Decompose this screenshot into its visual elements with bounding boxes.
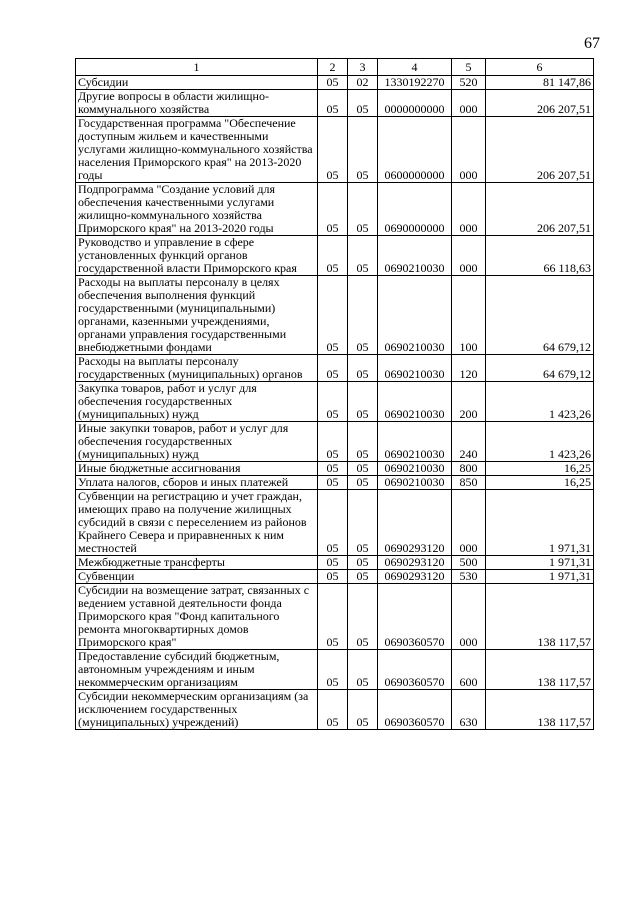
- target-article-cell: 0690293120: [378, 570, 452, 584]
- expense-type-cell: 240: [452, 422, 486, 462]
- amount-cell: 16,25: [486, 476, 594, 490]
- item-name-cell: Предоставление субсидий бюджетным, автономным учреждениям и иным некоммерческим организациям: [76, 650, 318, 690]
- target-article-cell: 0690210030: [378, 355, 452, 382]
- item-name-cell: Иные закупки товаров, работ и услуг для обеспечения государственных (муниципальных) нужд: [76, 422, 318, 462]
- expense-type-cell: 000: [452, 236, 486, 276]
- subsection-code-cell: 05: [348, 462, 378, 476]
- expense-type-cell: 800: [452, 462, 486, 476]
- item-name-cell: Межбюджетные трансферты: [76, 556, 318, 570]
- subsection-code-cell: 05: [348, 276, 378, 355]
- section-code-cell: 05: [318, 276, 348, 355]
- table-row: [76, 236, 594, 276]
- table-row: [76, 490, 594, 556]
- expense-type-cell: 000: [452, 117, 486, 183]
- subsection-code-cell: 05: [348, 690, 378, 730]
- section-code-cell: 05: [318, 355, 348, 382]
- subsection-code-cell: 05: [348, 490, 378, 556]
- section-code-cell: 05: [318, 90, 348, 117]
- expense-type-cell: 120: [452, 355, 486, 382]
- item-name-cell: Государственная программа "Обеспечение доступным жильем и качественными услугами жилищно-коммунального хозяйства населения Приморского края" на 2013-2020 годы: [76, 117, 318, 183]
- section-code-cell: 05: [318, 76, 348, 90]
- header-cell: 2: [318, 59, 348, 76]
- subsection-code-cell: 05: [348, 584, 378, 650]
- table-row: [76, 90, 594, 117]
- subsection-code-cell: 05: [348, 422, 378, 462]
- subsection-code-cell: 05: [348, 183, 378, 236]
- amount-cell: 64 679,12: [486, 276, 594, 355]
- expense-type-cell: 200: [452, 382, 486, 422]
- header-cell: 6: [486, 59, 594, 76]
- amount-cell: 81 147,86: [486, 76, 594, 90]
- target-article-cell: 0690210030: [378, 236, 452, 276]
- table-row: [76, 76, 594, 90]
- item-name-cell: Субсидии на возмещение затрат, связанных с ведением уставной деятельности фонда Приморского края "Фонд капитального ремонта многоквартирных домов Приморского края": [76, 584, 318, 650]
- section-code-cell: 05: [318, 236, 348, 276]
- table-row: [76, 650, 594, 690]
- amount-cell: 1 971,31: [486, 570, 594, 584]
- header-cell: 1: [76, 59, 318, 76]
- item-name-cell: Расходы на выплаты персоналу государственных (муниципальных) органов: [76, 355, 318, 382]
- header-cell: 3: [348, 59, 378, 76]
- item-name-cell: Закупка товаров, работ и услуг для обеспечения государственных (муниципальных) нужд: [76, 382, 318, 422]
- table-row: [76, 570, 594, 584]
- section-code-cell: 05: [318, 462, 348, 476]
- amount-cell: 1 423,26: [486, 382, 594, 422]
- amount-cell: 1 971,31: [486, 490, 594, 556]
- table-row: [76, 382, 594, 422]
- item-name-cell: Субсидии: [76, 76, 318, 90]
- expense-type-cell: 630: [452, 690, 486, 730]
- target-article-cell: 0690360570: [378, 650, 452, 690]
- page-number: 67: [584, 35, 600, 52]
- section-code-cell: 05: [318, 650, 348, 690]
- amount-cell: 206 207,51: [486, 117, 594, 183]
- subsection-code-cell: 05: [348, 382, 378, 422]
- target-article-cell: 0690210030: [378, 422, 452, 462]
- expense-type-cell: 520: [452, 76, 486, 90]
- subsection-code-cell: 05: [348, 117, 378, 183]
- section-code-cell: 05: [318, 584, 348, 650]
- table-row: [76, 117, 594, 183]
- item-name-cell: Другие вопросы в области жилищно-коммунального хозяйства: [76, 90, 318, 117]
- item-name-cell: Уплата налогов, сборов и иных платежей: [76, 476, 318, 490]
- table-row: [76, 690, 594, 730]
- budget-table: [75, 58, 594, 730]
- section-code-cell: 05: [318, 382, 348, 422]
- target-article-cell: 0690210030: [378, 382, 452, 422]
- amount-cell: 138 117,57: [486, 584, 594, 650]
- target-article-cell: 0690293120: [378, 556, 452, 570]
- amount-cell: 1 971,31: [486, 556, 594, 570]
- subsection-code-cell: 05: [348, 556, 378, 570]
- subsection-code-cell: 05: [348, 355, 378, 382]
- amount-cell: 206 207,51: [486, 90, 594, 117]
- section-code-cell: 05: [318, 422, 348, 462]
- header-cell: 4: [378, 59, 452, 76]
- item-name-cell: Руководство и управление в сфере установленных функций органов государственной власти Приморского края: [76, 236, 318, 276]
- section-code-cell: 05: [318, 690, 348, 730]
- expense-type-cell: 000: [452, 490, 486, 556]
- subsection-code-cell: 05: [348, 650, 378, 690]
- expense-type-cell: 600: [452, 650, 486, 690]
- expense-type-cell: 000: [452, 183, 486, 236]
- table-row: [76, 462, 594, 476]
- table-row: [76, 276, 594, 355]
- amount-cell: 64 679,12: [486, 355, 594, 382]
- expense-type-cell: 530: [452, 570, 486, 584]
- subsection-code-cell: 05: [348, 236, 378, 276]
- amount-cell: 1 423,26: [486, 422, 594, 462]
- table-row: [76, 355, 594, 382]
- item-name-cell: Субсидии некоммерческим организациям (за исключением государственных (муниципальных) учреждений): [76, 690, 318, 730]
- target-article-cell: 0600000000: [378, 117, 452, 183]
- expense-type-cell: 850: [452, 476, 486, 490]
- subsection-code-cell: 05: [348, 90, 378, 117]
- section-code-cell: 05: [318, 476, 348, 490]
- item-name-cell: Иные бюджетные ассигнования: [76, 462, 318, 476]
- target-article-cell: 0690210030: [378, 476, 452, 490]
- expense-type-cell: 500: [452, 556, 486, 570]
- item-name-cell: Расходы на выплаты персоналу в целях обеспечения выполнения функций государственными (муниципальными) органами, казенными учреждениями, органами управления государственными внебюджетными фондами: [76, 276, 318, 355]
- amount-cell: 206 207,51: [486, 183, 594, 236]
- amount-cell: 66 118,63: [486, 236, 594, 276]
- table-row: [76, 183, 594, 236]
- amount-cell: 138 117,57: [486, 690, 594, 730]
- amount-cell: 16,25: [486, 462, 594, 476]
- expense-type-cell: 000: [452, 90, 486, 117]
- table-header-row: [76, 59, 594, 76]
- table-row: [76, 584, 594, 650]
- table-row: [76, 476, 594, 490]
- target-article-cell: 0690293120: [378, 490, 452, 556]
- section-code-cell: 05: [318, 570, 348, 584]
- target-article-cell: 0000000000: [378, 90, 452, 117]
- amount-cell: 138 117,57: [486, 650, 594, 690]
- section-code-cell: 05: [318, 490, 348, 556]
- target-article-cell: 0690210030: [378, 462, 452, 476]
- item-name-cell: Субвенции на регистрацию и учет граждан, имеющих право на получение жилищных субсидий в связи с переселением из районов Крайнего Севера и приравненных к ним местностей: [76, 490, 318, 556]
- table-row: [76, 556, 594, 570]
- target-article-cell: 0690000000: [378, 183, 452, 236]
- expense-type-cell: 000: [452, 584, 486, 650]
- subsection-code-cell: 02: [348, 76, 378, 90]
- item-name-cell: Подпрограмма "Создание условий для обеспечения качественными услугами жилищно-коммунального хозяйства Приморского края" на 2013-2020 годы: [76, 183, 318, 236]
- table-row: [76, 422, 594, 462]
- target-article-cell: 0690210030: [378, 276, 452, 355]
- section-code-cell: 05: [318, 183, 348, 236]
- section-code-cell: 05: [318, 556, 348, 570]
- header-cell: 5: [452, 59, 486, 76]
- item-name-cell: Субвенции: [76, 570, 318, 584]
- target-article-cell: 0690360570: [378, 584, 452, 650]
- target-article-cell: 1330192270: [378, 76, 452, 90]
- subsection-code-cell: 05: [348, 570, 378, 584]
- target-article-cell: 0690360570: [378, 690, 452, 730]
- expense-type-cell: 100: [452, 276, 486, 355]
- section-code-cell: 05: [318, 117, 348, 183]
- subsection-code-cell: 05: [348, 476, 378, 490]
